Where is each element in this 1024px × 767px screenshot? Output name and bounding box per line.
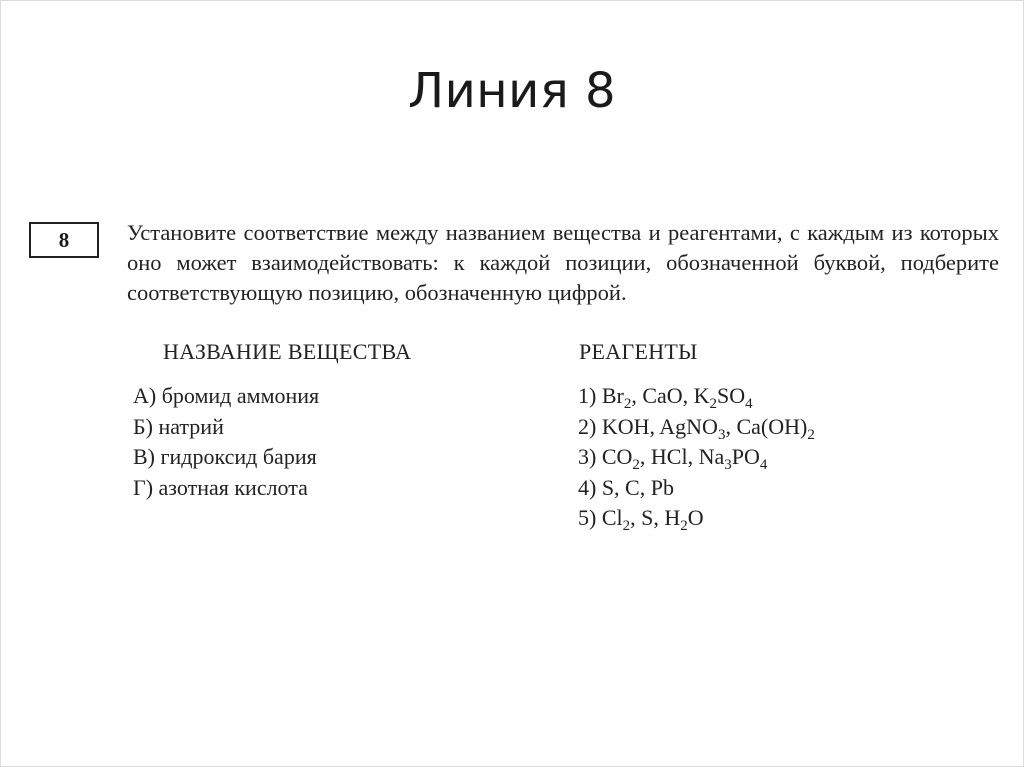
formula-text: SO	[717, 383, 746, 408]
reagent-item-5	[578, 503, 815, 534]
formula-text: , HCl, Na	[639, 444, 725, 469]
formula-text: , S, H	[630, 505, 681, 530]
reagents-column-header: РЕАГЕНТЫ	[579, 339, 698, 364]
substance-item-a: А) бромид аммония	[133, 383, 320, 408]
reagents-list	[578, 381, 815, 534]
substance-item-b: Б) натрий	[133, 413, 224, 439]
formula-text: O	[687, 505, 704, 530]
formula-text: , CaO, K	[631, 383, 710, 408]
reagent-item-4	[578, 473, 815, 504]
formula-text: PO	[731, 444, 760, 469]
formula-subscript: 2	[680, 518, 688, 534]
reagent-item-3	[578, 442, 815, 473]
formula-subscript: 2	[632, 457, 640, 473]
substances-column-header: НАЗВАНИЕ ВЕЩЕСТВА	[163, 339, 412, 364]
formula-text: 3) CO	[578, 444, 633, 469]
formula-text: 4) S, C, Pb	[578, 474, 674, 500]
formula-subscript: 3	[724, 457, 732, 473]
formula-subscript: 2	[807, 426, 815, 443]
task-instructions: Установите соответствие между названием вещества и реагентами, с каждым из которых оно может взаимодействовать: к каждой позиции, обозначенной буквой, подберите соответствующую позицию, обозначенную цифрой.	[127, 220, 999, 305]
formula-subscript: 3	[717, 426, 726, 443]
task-number-box: 8	[29, 222, 99, 258]
substances-list	[133, 381, 319, 503]
reagent-item-2	[578, 412, 815, 443]
page-title: Линия 8	[407, 63, 617, 119]
formula-subscript: 2	[709, 396, 718, 412]
substance-item-v: В) гидроксид бария	[133, 444, 317, 469]
formula-text: 1) Br	[578, 383, 624, 408]
formula-subscript: 4	[759, 457, 768, 473]
formula-subscript: 2	[623, 396, 632, 412]
reagent-item-1	[578, 381, 815, 412]
formula-text: , Ca(OH)	[725, 413, 808, 439]
formula-text: 5) Cl	[578, 505, 623, 530]
formula-subscript: 2	[622, 518, 631, 534]
substance-item-g: Г) азотная кислота	[133, 474, 308, 500]
formula-text: 2) KOH, AgNO	[578, 413, 718, 439]
formula-subscript: 4	[745, 396, 753, 412]
